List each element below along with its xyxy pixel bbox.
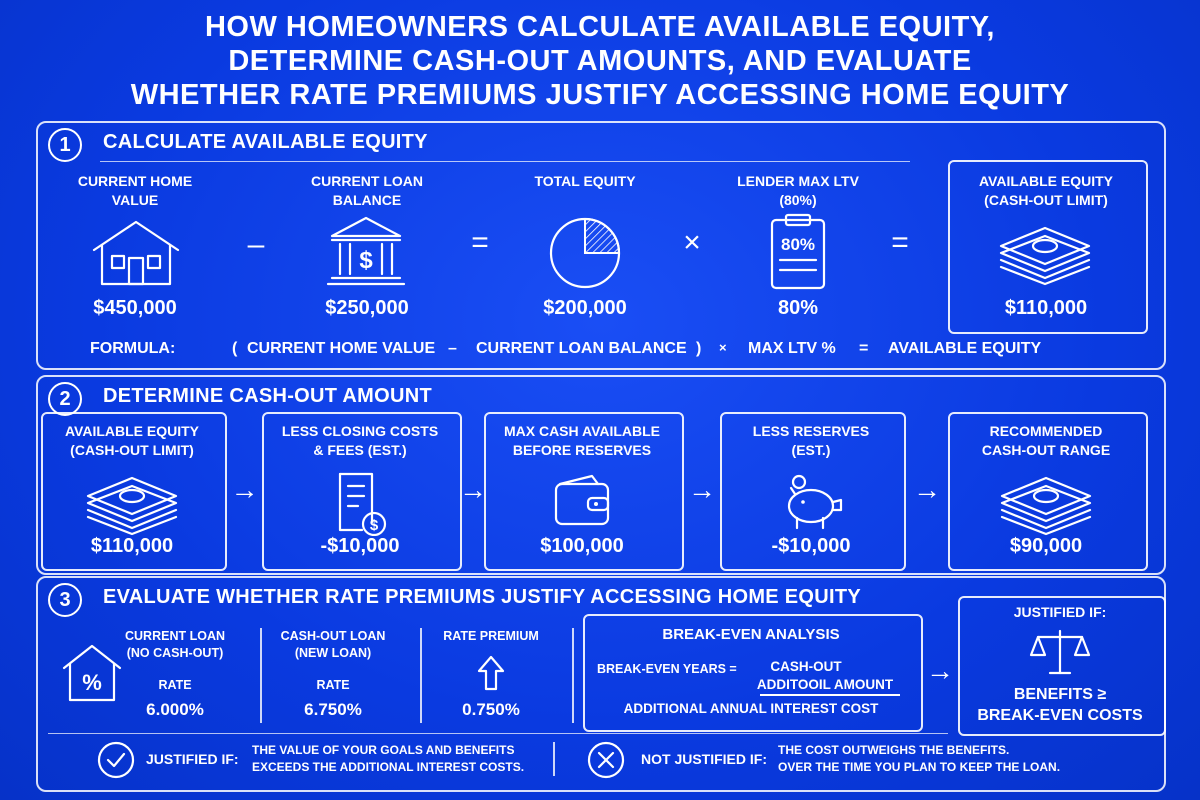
formula-label: FORMULA: (90, 340, 176, 357)
available-equity-amount: $110,000 (1004, 297, 1088, 319)
cash-stack-icon (82, 470, 182, 536)
break-even-lhs: BREAK-EVEN YEARS = (597, 662, 737, 676)
svg-text:$: $ (359, 247, 373, 274)
current-loan-rate-label: RATE (158, 678, 192, 692)
section-1-number: 1 (48, 128, 82, 162)
loan-balance-amount: $250,000 (325, 297, 409, 319)
recommended-cashout-step-label: RECOMMENDED CASH-OUT RANGE (981, 423, 1111, 458)
max-ltv-amount: 80% (777, 297, 819, 319)
available-equity-step-label: AVAILABLE EQUITY (CASH-OUT LIMIT) (64, 423, 200, 458)
formula-times: × (719, 340, 727, 355)
divider-1 (260, 628, 262, 723)
break-even-denominator: ADDITIONAL ANNUAL INTEREST COST (623, 701, 879, 716)
checkmark-icon (96, 740, 136, 780)
pie-chart-icon (546, 214, 624, 292)
fraction-bar (760, 694, 900, 696)
reserves-step-value: -$10,000 (771, 535, 851, 557)
formula-term-max-ltv: MAX LTV % (748, 340, 836, 357)
rate-premium-value: 0.750% (462, 700, 520, 719)
home-value-label: CURRENT HOME VALUE (77, 173, 193, 208)
house-icon (90, 218, 182, 288)
divider-2 (420, 628, 422, 723)
page-title (0, 10, 1200, 112)
invoice-icon (310, 470, 410, 536)
step-arrow-1: → (230, 474, 259, 505)
available-equity-step-value: $110,000 (90, 535, 174, 557)
footer-divider (553, 742, 555, 776)
svg-text:$: $ (369, 517, 379, 534)
section-1-heading-rule (100, 161, 910, 162)
piggy-bank-icon (761, 470, 861, 536)
section-3-heading: EVALUATE WHETHER RATE PREMIUMS JUSTIFY ACCESSING HOME EQUITY (103, 586, 862, 608)
scale-icon (1028, 627, 1092, 677)
footer-rule (48, 733, 948, 734)
cashout-loan-rate-label: RATE (316, 678, 350, 692)
justified-label: JUSTIFIED IF: (146, 751, 239, 767)
x-circle-icon (586, 740, 626, 780)
home-value-amount: $450,000 (93, 297, 177, 319)
section-2-heading: DETERMINE CASH-OUT AMOUNT (103, 385, 432, 407)
title-line-3: WHETHER RATE PREMIUMS JUSTIFY ACCESSING HOME EQUITY (130, 79, 1070, 111)
title-line-2: DETERMINE CASH-OUT AMOUNTS, AND EVALUATE (228, 45, 972, 77)
title-line-1: HOW HOMEOWNERS CALCULATE AVAILABLE EQUITY, (204, 11, 995, 43)
available-equity-label: AVAILABLE EQUITY (CASH-OUT LIMIT) (978, 173, 1114, 208)
total-equity-amount: $200,000 (543, 297, 627, 319)
svg-text:%: % (82, 670, 102, 695)
justified-text: THE VALUE OF YOUR GOALS AND BENEFITS EXCEEDS THE ADDITIONAL INTEREST COSTS. (252, 743, 525, 774)
cash-stack-icon (995, 220, 1095, 286)
section-2-number: 2 (48, 382, 82, 416)
house-percent-icon (60, 640, 124, 704)
bank-icon (326, 214, 406, 288)
formula-close-paren: ) (696, 340, 702, 357)
break-even-numerator-2: ADDITOOIL AMOUNT (756, 677, 894, 692)
step-arrow-4: → (913, 474, 941, 505)
equals-operator-2: = (891, 226, 909, 259)
formula-term-home-value: CURRENT HOME VALUE (247, 340, 436, 357)
break-even-heading: BREAK-EVEN ANALYSIS (662, 626, 840, 643)
not-justified-label: NOT JUSTIFIED IF: (641, 751, 767, 767)
clipboard-percent-text: 80% (780, 235, 816, 254)
formula-equals: = (859, 340, 869, 357)
loan-balance-label: CURRENT LOAN BALANCE (311, 173, 423, 208)
closing-costs-step-label: LESS CLOSING COSTS & FEES (EST.) (281, 423, 439, 458)
minus-operator: – (247, 228, 265, 261)
break-even-numerator-1: CASH-OUT (770, 659, 842, 674)
cash-stack-icon (996, 470, 1096, 536)
current-loan-label: CURRENT LOAN (NO CASH-OUT) (125, 629, 225, 660)
recommended-cashout-step-value: $90,000 (1009, 535, 1083, 557)
max-cash-step-value: $100,000 (540, 535, 624, 557)
section-3-arrow: → (926, 655, 954, 686)
justified-box-text: BENEFITS ≥ BREAK-EVEN COSTS (977, 686, 1143, 724)
closing-costs-step-value: -$10,000 (320, 535, 400, 557)
formula-open-paren: ( (232, 340, 238, 357)
cashout-loan-rate: 6.750% (304, 700, 362, 719)
total-equity-label: TOTAL EQUITY (534, 173, 636, 189)
not-justified-text: THE COST OUTWEIGHS THE BENEFITS. OVER THE TIME YOU PLAN TO KEEP THE LOAN. (778, 743, 1061, 774)
formula-minus: – (448, 340, 457, 357)
formula-result: AVAILABLE EQUITY (888, 340, 1042, 357)
formula-row (36, 340, 1162, 362)
formula-term-loan-balance: CURRENT LOAN BALANCE (476, 340, 687, 357)
current-loan-rate: 6.000% (146, 700, 204, 719)
divider-3 (572, 628, 574, 723)
section-3-number: 3 (48, 583, 82, 617)
justified-box-heading: JUSTIFIED IF: (1013, 604, 1107, 620)
arrow-up-icon (476, 654, 506, 692)
reserves-step-label: LESS RESERVES (EST.) (752, 423, 870, 458)
rate-premium-label: RATE PREMIUM (443, 629, 539, 643)
step-arrow-2: → (459, 474, 487, 505)
equals-operator: = (471, 226, 489, 259)
max-ltv-label: LENDER MAX LTV (80%) (737, 173, 859, 208)
step-arrow-3: → (688, 474, 716, 505)
wallet-icon (532, 470, 632, 536)
section-1-heading: CALCULATE AVAILABLE EQUITY (103, 131, 428, 153)
cashout-loan-label: CASH-OUT LOAN (NEW LOAN) (280, 629, 386, 660)
multiply-operator: × (683, 226, 701, 259)
max-cash-step-label: MAX CASH AVAILABLE BEFORE RESERVES (503, 423, 661, 458)
